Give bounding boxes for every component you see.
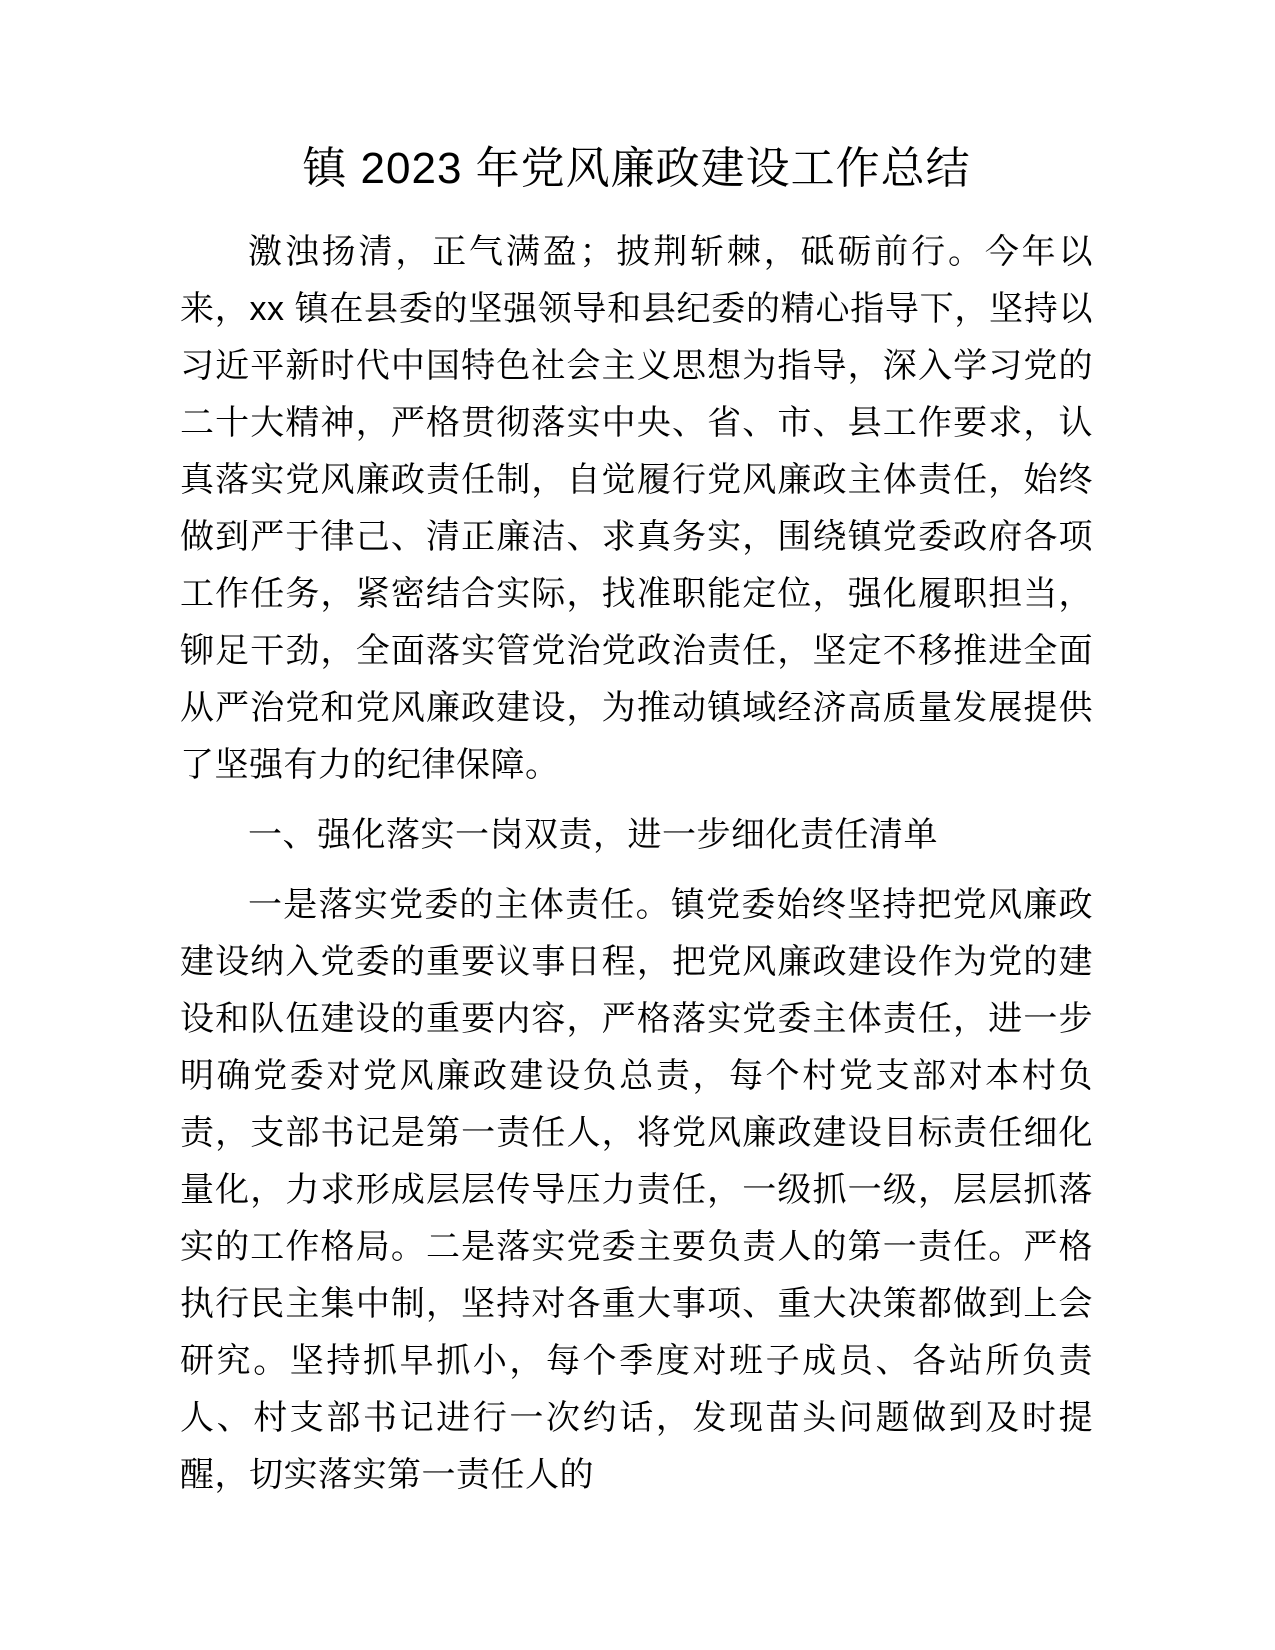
paragraph: 一是落实党委的主体责任。镇党委始终坚持把党风廉政建设纳入党委的重要议事日程，把党风廉政建设作为党的建设和队伍建设的重要内容，严格落实党委主体责任，进一步明确党委对党风廉政建设负总责，每个村党支部对本村负责，支部书记是第一责任人，将党风廉政建设目标责任细化量化，力求形成层层传导压力责任，一级抓一级，层层抓落实的工作格局。二是落实党委主要负责人的第一责任。严格执行民主集中制，坚持对各重大事项、重大决策都做到上会研究。坚持抓早抓小，每个季度对班子成员、各站所负责人、村支部书记进行一次约话，发现苗头问题做到及时提醒，切实落实第一责任人的 [180, 886, 1093, 1494]
section-heading: 一、强化落实一岗双责，进一步细化责任清单 [248, 816, 938, 854]
document-body [180, 224, 1093, 1504]
paragraph: 激浊扬清，正气满盈；披荆斩棘，砥砺前行。今年以来，xx 镇在县委的坚强领导和县纪委的精心指导下，坚持以习近平新时代中国特色社会主义思想为指导，深入学习党的二十大精神，严格贯彻落实中央、省、市、县工作要求，认真落实党风廉政责任制，自觉履行党风廉政主体责任，始终做到严于律己、清正廉洁、求真务实，围绕镇党委政府各项工作任务，紧密结合实际，找准职能定位，强化履职担当，铆足干劲，全面落实管党治党政治责任，坚定不移推进全面从严治党和党风廉政建设，为推动镇域经济高质量发展提供了坚强有力的纪律保障。 [180, 233, 1093, 784]
document-title: 镇 2023 年党风廉政建设工作总结 [302, 144, 971, 193]
